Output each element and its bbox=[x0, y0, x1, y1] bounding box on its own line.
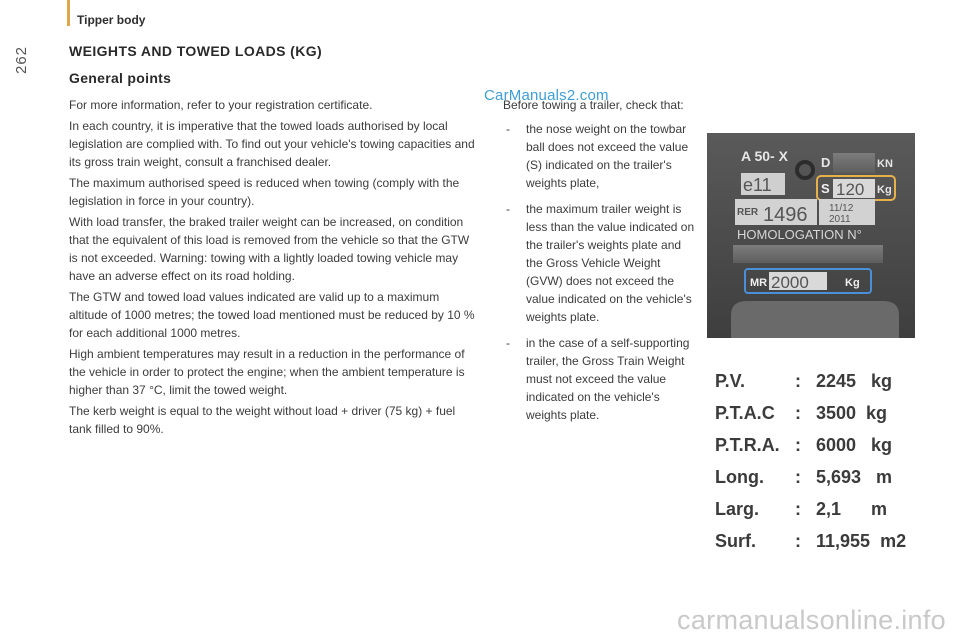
plate-date-line2: 2011 bbox=[829, 214, 851, 225]
spec-label: P.T.R.A. bbox=[715, 435, 780, 455]
paragraph-registration: For more information, refer to your registration certificate. bbox=[69, 98, 373, 112]
paragraph-speed: The maximum authorised speed is reduced when towing (comply with the legislation in force in your country). bbox=[69, 176, 460, 208]
right-text-column bbox=[503, 96, 699, 432]
plate-mr-value: 2000 bbox=[771, 273, 809, 292]
spec-label: Larg. bbox=[715, 499, 760, 519]
plate-homologation-box bbox=[733, 245, 883, 263]
plate-kn-label: KN bbox=[877, 158, 893, 170]
spec-separator: : bbox=[795, 531, 801, 551]
watermark-carmanualsonline[interactable]: carmanualsonline.info bbox=[677, 605, 946, 635]
plate-e-code: e11 bbox=[743, 175, 772, 195]
spec-value: 2,1 m bbox=[816, 499, 888, 519]
spec-label: Surf. bbox=[715, 531, 757, 551]
plate-mr-unit: Kg bbox=[845, 277, 860, 289]
plate-rer-label: RER bbox=[737, 207, 759, 218]
spec-value: 5,693 m bbox=[816, 467, 893, 487]
plate-d-label: D bbox=[821, 155, 831, 170]
page-number: 262 bbox=[13, 45, 30, 75]
paragraph-load-transfer: With load transfer, the braked trailer weight can be increased, on condition that the equivalent of this load is removed from the vehicle so that the GTW is not exceeded. Warning: towing with a lightly loaded towing vehicle may have an adverse effect on its road holding. bbox=[69, 215, 470, 283]
paragraph-altitude: The GTW and towed load values indicated are valid up to a maximum altitude of 1000 metres; the towed load mentioned must be reduced by 10 % for each additional 1000 metres. bbox=[69, 290, 475, 340]
plate-lower-panel bbox=[731, 301, 899, 338]
page-title: WEIGHTS AND TOWED LOADS (KG) bbox=[69, 43, 323, 59]
bullet-dash: - bbox=[506, 202, 510, 216]
spec-label: P.V. bbox=[715, 371, 746, 391]
plate-s-label: S bbox=[821, 181, 830, 196]
list-item-text: the maximum trailer weight is less than the value indicated on the trailer's weights plate and the Gross Vehicle Weight (GVW) does not exceed the value indicated on the vehicle's weights plate. bbox=[526, 202, 695, 324]
list-item-text: the nose weight on the towbar ball does not exceed the value (S) indicated on the trailer's weights plate, bbox=[526, 122, 689, 190]
spec-separator: : bbox=[795, 435, 801, 455]
list-item bbox=[503, 200, 699, 326]
section-subtitle: General points bbox=[69, 70, 172, 86]
spec-value: 6000 kg bbox=[816, 435, 893, 455]
spec-value: 11,955 m2 bbox=[816, 531, 907, 551]
list-item-text: in the case of a self-supporting trailer, the Gross Train Weight must not exceed the value indicated on the vehicle's weights plate. bbox=[526, 336, 690, 422]
plate-mr-label: MR bbox=[750, 277, 768, 289]
list-item bbox=[503, 334, 699, 424]
paragraph-legislation: In each country, it is imperative that the towed loads authorised by local legislation are complied with. To find out your vehicle's towing capacities and its gross train weight, consult a franchised dealer. bbox=[69, 119, 475, 169]
plate-rer-value: 1496 bbox=[763, 204, 808, 226]
towing-check-list bbox=[503, 120, 699, 424]
left-text-column bbox=[69, 96, 479, 441]
spec-separator: : bbox=[795, 467, 801, 487]
plate-date-line1: 11/12 bbox=[829, 203, 854, 214]
spec-separator: : bbox=[795, 371, 801, 391]
spec-separator: : bbox=[795, 403, 801, 423]
paragraph-kerb-weight: The kerb weight is equal to the weight without load + driver (75 kg) + fuel tank filled to 90%. bbox=[69, 404, 456, 436]
bullet-dash: - bbox=[506, 122, 510, 136]
section-header: Tipper body bbox=[77, 13, 146, 27]
plate-s-value: 120 bbox=[836, 180, 865, 199]
plate-d-value-box bbox=[833, 153, 875, 173]
weights-plate-image bbox=[707, 133, 915, 338]
spec-label: Long. bbox=[715, 467, 764, 487]
spec-value: 3500 kg bbox=[816, 403, 888, 423]
spec-label: P.T.A.C bbox=[715, 403, 775, 423]
list-item bbox=[503, 120, 699, 192]
plate-model-text: A 50- X bbox=[741, 148, 788, 164]
plate-s-unit: Kg bbox=[877, 184, 892, 196]
bullet-dash: - bbox=[506, 336, 510, 350]
watermark-carmanuals2[interactable]: CarManuals2.com bbox=[484, 87, 609, 104]
towing-check-intro: Before towing a trailer, check that: bbox=[503, 98, 684, 112]
plate-homologation: HOMOLOGATION N° bbox=[737, 227, 862, 242]
spec-value: 2245 kg bbox=[816, 371, 893, 391]
section-accent-bar bbox=[67, 0, 70, 26]
paragraph-temperature: High ambient temperatures may result in a reduction in the performance of the vehicle in order to protect the engine; when the ambient temperature is higher than 37 °C, limit the towed weight. bbox=[69, 347, 465, 397]
spec-separator: : bbox=[795, 499, 801, 519]
